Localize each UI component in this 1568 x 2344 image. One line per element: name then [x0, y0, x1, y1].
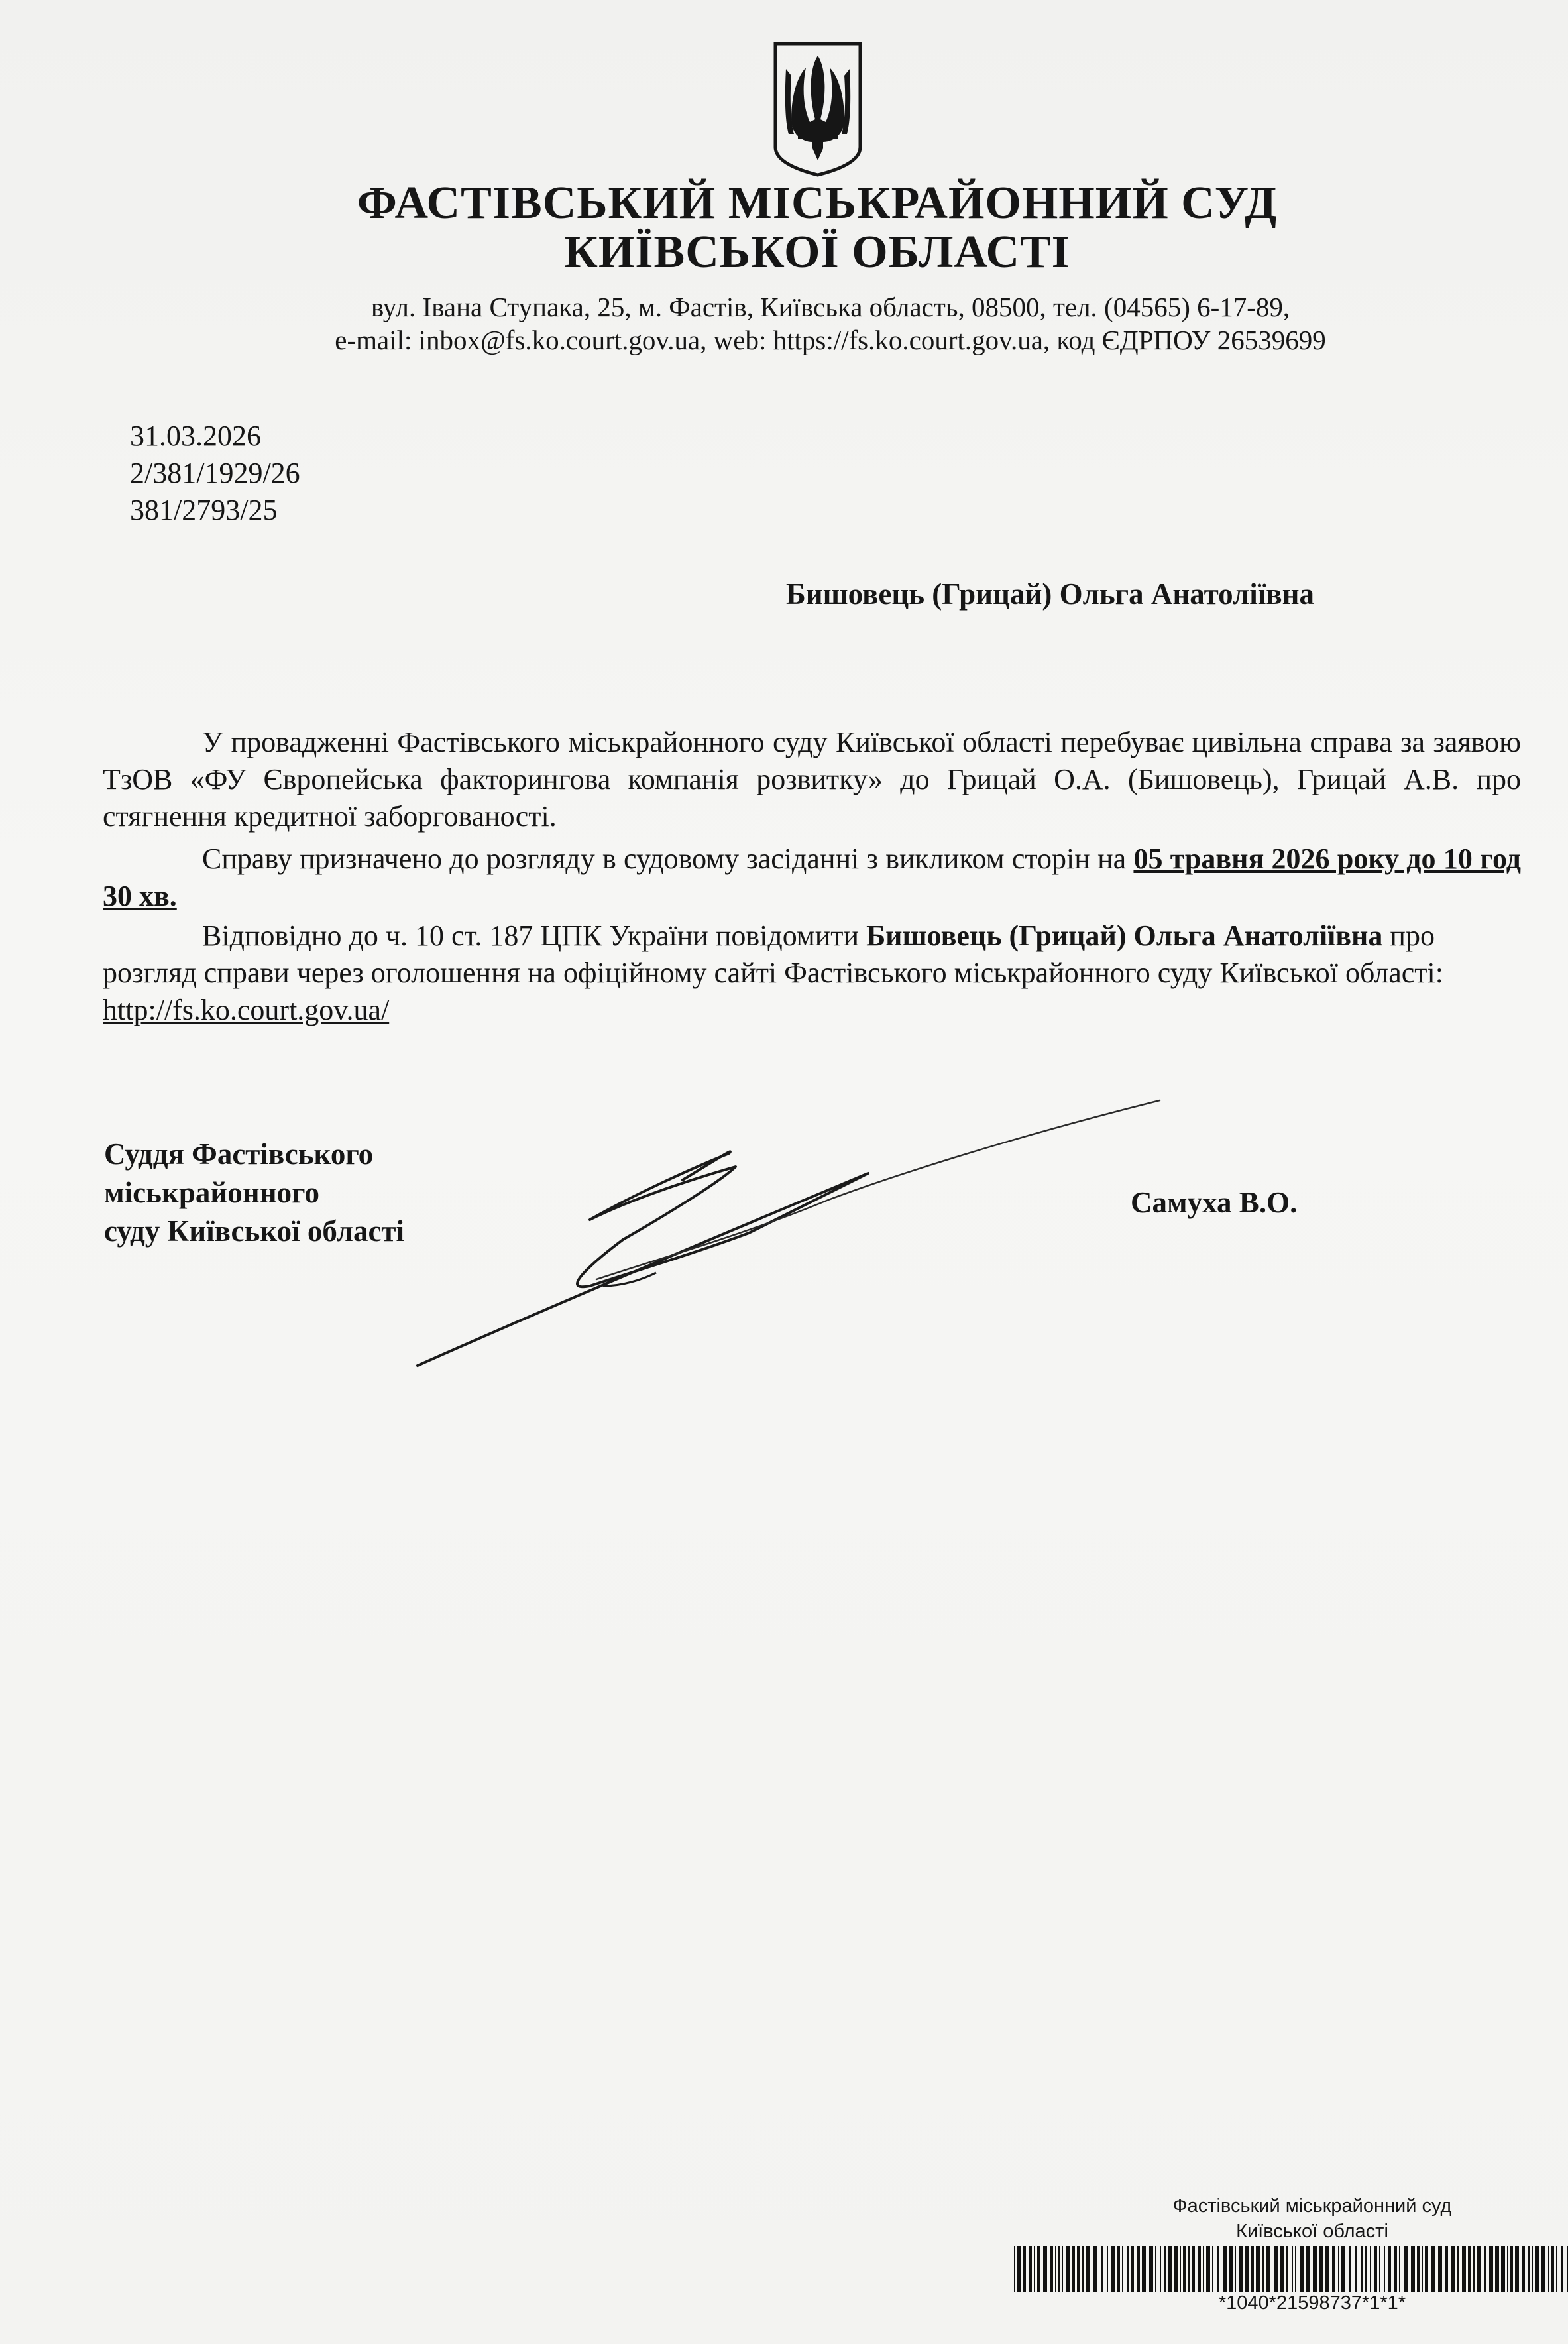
barcode-bar	[1055, 2246, 1056, 2292]
judge-title-line2: міськрайонного	[104, 1176, 319, 1209]
paragraph-case-info-text: У провадженні Фастівського міськрайонного суду Київської області перебуває цивільна справа за заявою ТзОВ «ФУ Європейська факторингова компанія розвитку» до Грицай О.А. (Бишовець), Грицай А.В. про стягнення кредитної заборгованості.	[103, 726, 1521, 833]
judge-name: Самуха В.О.	[1131, 1186, 1298, 1219]
judge-title-line3: суду Київської області	[104, 1214, 405, 1248]
barcode-bar	[1451, 2246, 1455, 2292]
judge-title-line1: Суддя Фастівського	[104, 1138, 374, 1171]
barcode-bar	[1217, 2246, 1219, 2292]
barcode-bar	[1541, 2246, 1545, 2292]
barcode-bar	[1349, 2246, 1351, 2292]
barcode-bar	[1262, 2246, 1264, 2292]
barcode-bar	[1422, 2246, 1423, 2292]
barcode-bar	[1155, 2246, 1156, 2292]
barcode-bar	[1462, 2246, 1466, 2292]
barcode-bar	[1256, 2246, 1260, 2292]
barcode-bar	[1325, 2246, 1329, 2292]
barcode-bar	[1180, 2246, 1181, 2292]
barcode-bar	[1355, 2246, 1357, 2292]
barcode-number: *1040*21598737*1*1*	[1218, 2292, 1406, 2314]
barcode-bar	[1198, 2246, 1201, 2292]
barcode-bar	[1300, 2246, 1304, 2292]
barcode-bar	[1127, 2246, 1129, 2292]
barcode-bar	[1023, 2246, 1026, 2292]
hearing-text: Справу призначено до розгляду в судовому засіданні з викликом сторін на	[202, 843, 1134, 875]
court-website-link[interactable]: http://fs.ko.court.gov.ua/	[103, 994, 390, 1026]
barcode-bar	[1477, 2246, 1481, 2292]
barcode-bar	[1370, 2246, 1371, 2292]
barcode-bar	[1183, 2246, 1186, 2292]
barcode-bar	[1137, 2246, 1140, 2292]
barcode-bar	[1168, 2246, 1172, 2292]
notice-text-middle: про розгляд справи через оголошення на офіційному сайті Фастівського міськрайонного суду Київської області:	[103, 919, 1443, 989]
barcode-bar	[1212, 2246, 1213, 2292]
barcode-bar	[1535, 2246, 1539, 2292]
barcode-bar	[1034, 2246, 1035, 2292]
barcode-bar	[1445, 2246, 1448, 2292]
court-name-line1: ФАСТІВСЬКИЙ МІСЬКРАЙОННИЙ СУД	[357, 178, 1278, 229]
hearing-date: 05 травня 2026 року до 10 год 30 хв.	[103, 843, 1522, 912]
barcode-bar	[1229, 2246, 1233, 2292]
barcode-bar	[1086, 2246, 1090, 2292]
barcode-bar	[1384, 2246, 1385, 2292]
barcode-bar	[1251, 2246, 1254, 2292]
barcode-bar	[1319, 2246, 1323, 2292]
barcode-bar	[1072, 2246, 1075, 2292]
barcode-bar	[1379, 2246, 1380, 2292]
barcode-bar	[1160, 2246, 1161, 2292]
barcode-bar	[1274, 2246, 1278, 2292]
barcode-bar	[1188, 2246, 1190, 2292]
barcode-bar	[1548, 2246, 1549, 2292]
court-name-line2: КИЇВСЬКОЇ ОБЛАСТІ	[564, 227, 1070, 278]
barcode-bar	[1473, 2246, 1475, 2292]
barcode-bar	[1374, 2246, 1377, 2292]
barcode-bar	[1399, 2246, 1400, 2292]
notice-recipient-name: Бишовець (Грицай) Ольга Анатоліївна	[866, 919, 1383, 952]
barcode-bar	[1206, 2246, 1210, 2292]
barcode-bar	[1292, 2246, 1293, 2292]
barcode-bar	[1528, 2246, 1530, 2292]
barcode-bar	[1501, 2246, 1505, 2292]
barcode-bar	[1131, 2246, 1134, 2292]
barcode-bar	[1510, 2246, 1513, 2292]
barcode-bar	[1058, 2246, 1060, 2292]
case-number: 381/2793/25	[130, 494, 278, 526]
barcode-bar	[1093, 2246, 1097, 2292]
paragraph-case-info	[103, 724, 1521, 835]
barcode-bar	[1425, 2246, 1428, 2292]
barcode-bar	[1468, 2246, 1471, 2292]
barcode-bar	[1149, 2246, 1153, 2292]
barcode-bar	[1332, 2246, 1335, 2292]
barcode-icon	[1014, 2246, 1568, 2292]
barcode-bar	[1438, 2246, 1442, 2292]
stamp-court-name: Фастівський міськрайонний суд	[1172, 2196, 1452, 2217]
barcode-bar	[1203, 2246, 1204, 2292]
barcode-bar	[1174, 2246, 1178, 2292]
court-contacts: e-mail: inbox@fs.ko.court.gov.ua, web: https://fs.ko.court.gov.ua, код ЄДРПОУ 26539699	[335, 325, 1326, 355]
outgoing-number: 2/381/1929/26	[130, 457, 300, 489]
barcode-bar	[1101, 2246, 1103, 2292]
barcode-bar	[1306, 2246, 1310, 2292]
barcode-bar	[1117, 2246, 1120, 2292]
barcode-bar	[1495, 2246, 1499, 2292]
barcode-bar	[1532, 2246, 1533, 2292]
barcode-bar	[1029, 2246, 1032, 2292]
barcode-bar	[1365, 2246, 1367, 2292]
barcode-bar	[1431, 2246, 1435, 2292]
barcode-bar	[1077, 2246, 1080, 2292]
barcode-bar	[1066, 2246, 1070, 2292]
barcode-bar	[1142, 2246, 1146, 2292]
barcode-bar	[1404, 2246, 1408, 2292]
barcode-bar	[1037, 2246, 1040, 2292]
paragraph-notice	[103, 917, 1521, 1029]
barcode-bar	[1122, 2246, 1123, 2292]
document-date: 31.03.2026	[130, 420, 261, 452]
barcode-bar	[1280, 2246, 1284, 2292]
barcode-bar	[1411, 2246, 1415, 2292]
barcode-bar	[1050, 2246, 1053, 2292]
barcode-bar	[1551, 2246, 1554, 2292]
barcode-bar	[1043, 2246, 1047, 2292]
barcode-bar	[1017, 2246, 1021, 2292]
barcode-bar	[1266, 2246, 1270, 2292]
handwritten-signature	[404, 1087, 1200, 1379]
barcode-bar	[1507, 2246, 1508, 2292]
barcode-bar	[1286, 2246, 1288, 2292]
barcode-bar	[1295, 2246, 1296, 2292]
judge-title	[104, 1135, 404, 1250]
barcode-bar	[1394, 2246, 1397, 2292]
stamp-region: Київської області	[1236, 2221, 1388, 2242]
barcode-bar	[1313, 2246, 1317, 2292]
barcode-bar	[1515, 2246, 1519, 2292]
barcode-bar	[1489, 2246, 1493, 2292]
barcode-bar	[1388, 2246, 1391, 2292]
barcode-bar	[1111, 2246, 1115, 2292]
barcode-bar	[1361, 2246, 1363, 2292]
barcode-bar	[1245, 2246, 1249, 2292]
barcode-bar	[1484, 2246, 1486, 2292]
notice-text-start: Відповідно до ч. 10 ст. 187 ЦПК України повідомити	[202, 919, 867, 952]
barcode-bar	[1239, 2246, 1243, 2292]
barcode-bar	[1014, 2246, 1015, 2292]
trident-emblem-icon	[771, 41, 864, 178]
barcode-bar	[1556, 2246, 1557, 2292]
barcode-bar	[1338, 2246, 1339, 2292]
barcode-bar	[1235, 2246, 1236, 2292]
barcode-bar	[1223, 2246, 1227, 2292]
barcode-bar	[1457, 2246, 1459, 2292]
barcode-bar	[1164, 2246, 1166, 2292]
court-address: вул. Івана Ступака, 25, м. Фастів, Київська область, 08500, тел. (04565) 6-17-89,	[370, 292, 1290, 322]
barcode-bar	[1107, 2246, 1108, 2292]
barcode-bar	[1417, 2246, 1420, 2292]
paragraph-hearing	[103, 841, 1521, 915]
barcode-bar	[1192, 2246, 1195, 2292]
barcode-bar	[1561, 2246, 1563, 2292]
barcode-bar	[1341, 2246, 1345, 2292]
barcode-bar	[1062, 2246, 1063, 2292]
barcode-bar	[1522, 2246, 1525, 2292]
recipient-name: Бишовець (Грицай) Ольга Анатоліївна	[786, 577, 1315, 611]
barcode-bar	[1082, 2246, 1084, 2292]
